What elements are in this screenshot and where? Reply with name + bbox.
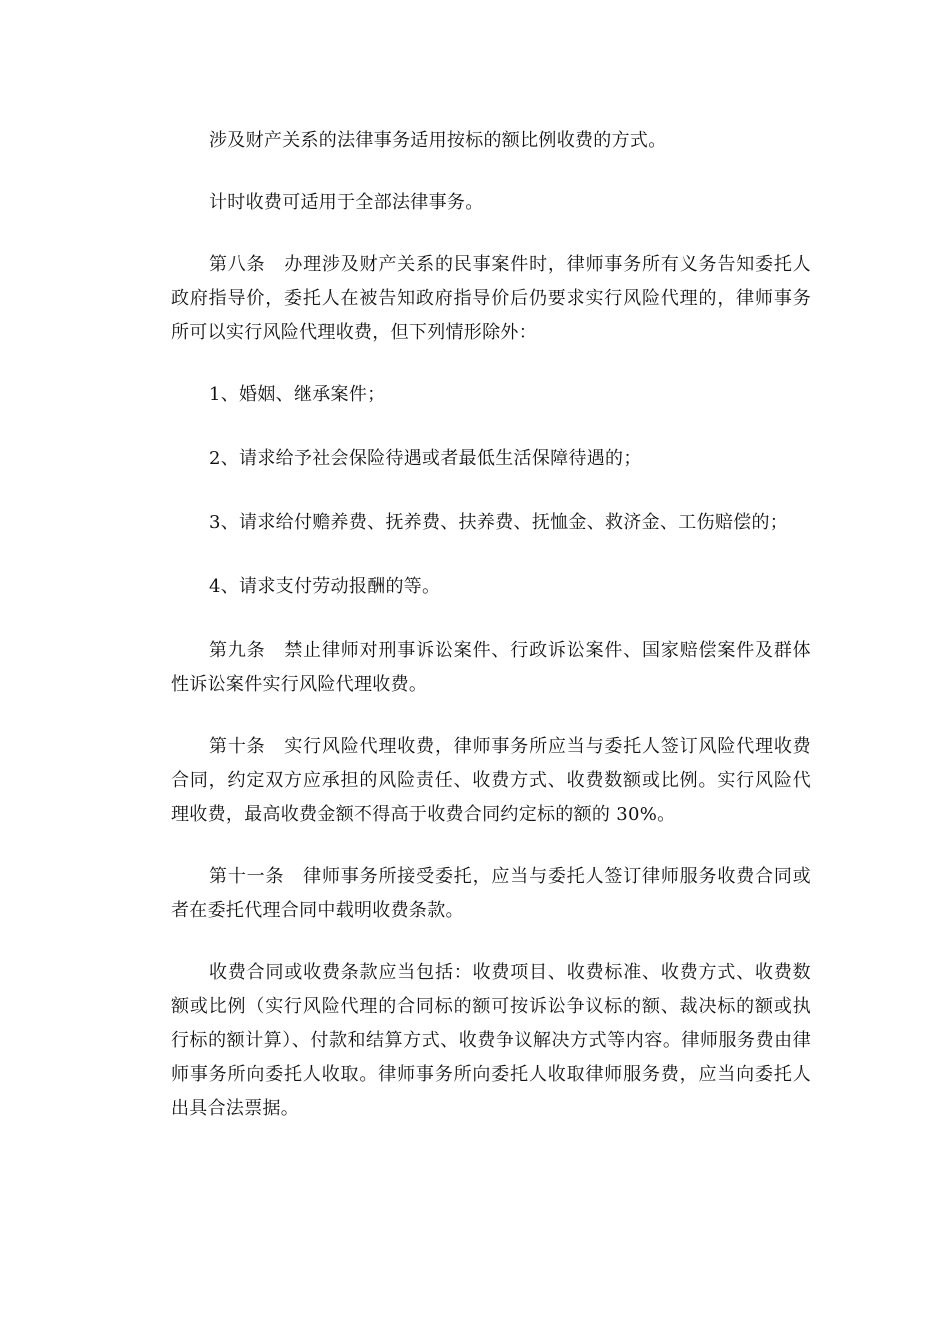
list-item-exception-3: 3、请求给付赡养费、抚养费、扶养费、抚恤金、救济金、工伤赔偿的； <box>209 512 789 533</box>
document-body <box>171 124 811 1154</box>
paragraph-article-9: 第九条 禁止律师对刑事诉讼案件、行政诉讼案件、国家赔偿案件及群体性诉讼案件实行风险代理收费。 <box>171 640 811 695</box>
paragraph-article-10: 第十条 实行风险代理收费，律师事务所应当与委托人签订风险代理收费合同，约定双方应承担的风险责任、收费方式、收费数额或比例。实行风险代理收费，最高收费金额不得高于收费合同约定标的额的 30%。 <box>171 736 811 825</box>
list-item-exception-1: 1、婚姻、继承案件； <box>209 384 386 405</box>
paragraph-property-matters: 涉及财产关系的法律事务适用按标的额比例收费的方式。 <box>209 130 667 151</box>
list-item-exception-4: 4、请求支付劳动报酬的等。 <box>209 576 441 597</box>
list-item-exception-2: 2、请求给予社会保险待遇或者最低生活保障待遇的； <box>209 448 642 469</box>
paragraph-article-8: 第八条 办理涉及财产关系的民事案件时，律师事务所有义务告知委托人政府指导价，委托人在被告知政府指导价后仍要求实行风险代理的，律师事务所可以实行风险代理收费，但下列情形除外： <box>171 254 811 343</box>
paragraph-article-11: 第十一条 律师事务所接受委托，应当与委托人签订律师服务收费合同或者在委托代理合同中载明收费条款。 <box>171 866 811 921</box>
paragraph-hourly-fee: 计时收费可适用于全部法律事务。 <box>209 192 484 213</box>
paragraph-contract-contents: 收费合同或收费条款应当包括：收费项目、收费标准、收费方式、收费数额或比例（实行风险代理的合同标的额可按诉讼争议标的额、裁决标的额或执行标的额计算）、付款和结算方式、收费争议解决方式等内容。律师服务费由律师事务所向委托人收取。律师事务所向委托人收取律师服务费，应当向委托人出具合法票据。 <box>171 962 811 1119</box>
